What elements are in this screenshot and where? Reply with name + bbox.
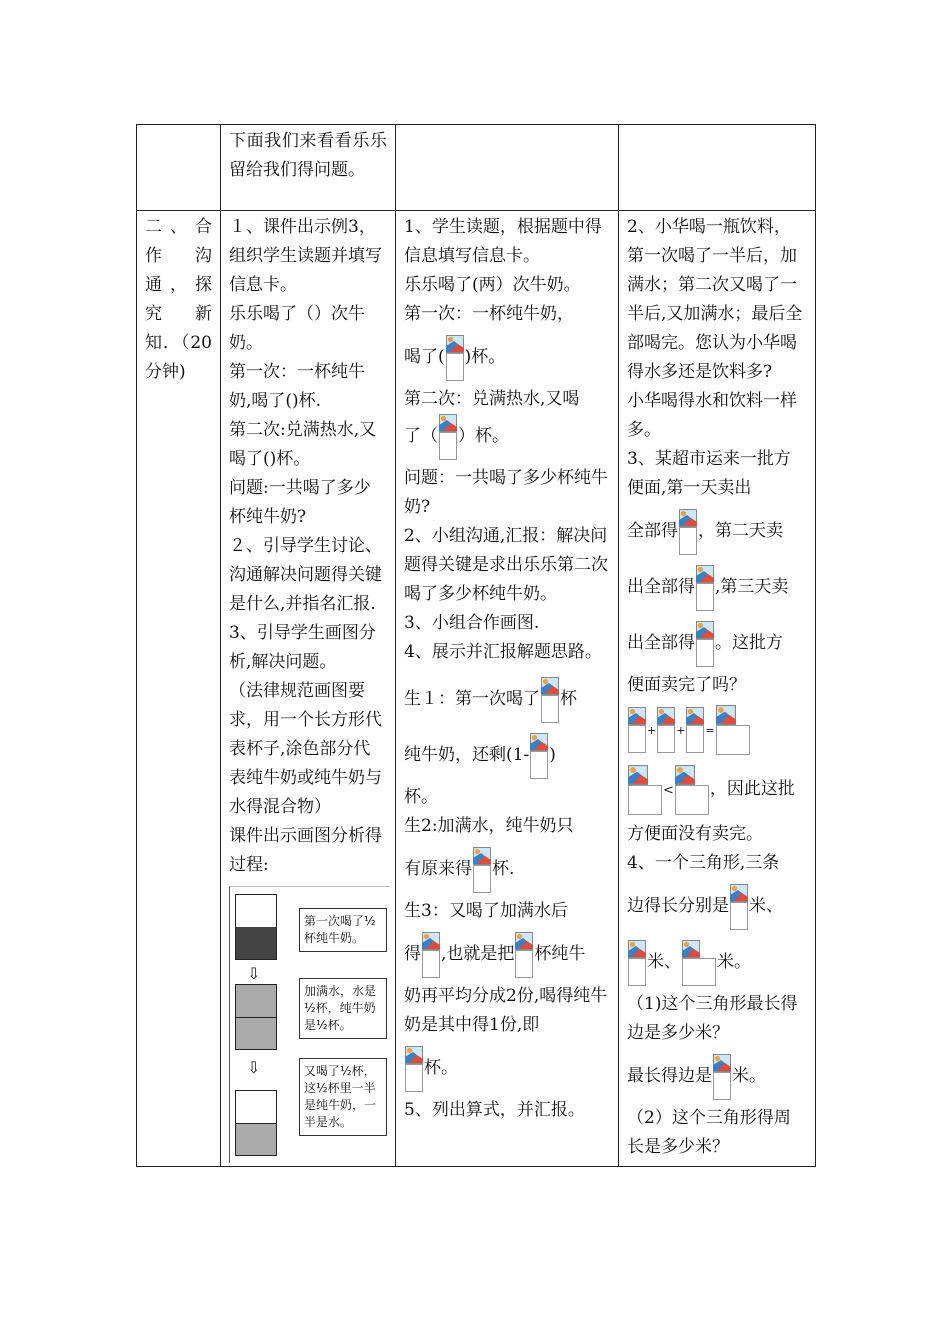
text-fragment: 杯. bbox=[492, 859, 515, 879]
practice-3-compare bbox=[627, 760, 807, 820]
diagram-note-1: 第一次喝了½杯纯牛奶。 bbox=[299, 908, 387, 952]
practice-4-a1 bbox=[627, 1048, 807, 1104]
fraction-image-icon bbox=[679, 509, 697, 555]
intro-text: 下面我们来看看乐乐留给我们得问题。 bbox=[229, 131, 387, 180]
text-fragment: 最长得边是 bbox=[627, 1066, 712, 1086]
fraction-image-icon bbox=[686, 707, 704, 753]
practice-3-sum bbox=[627, 700, 807, 760]
text-fragment: ) bbox=[549, 745, 556, 765]
diagram-note-2: 加满水，水是½杯，纯牛奶是½杯。 bbox=[299, 978, 387, 1039]
text-fragment: 有原来得 bbox=[404, 859, 472, 879]
student-2-line-1: 生2:加满水，纯牛奶只 bbox=[404, 816, 574, 836]
text-fragment: 第二次：兑满热水,又喝 bbox=[404, 389, 580, 409]
text-fragment: 纯牛奶，还剩(1- bbox=[404, 745, 530, 765]
info-card-second: 第二次:兑满热水,又喝了()杯。 bbox=[229, 420, 377, 469]
text-fragment: 出全部得 bbox=[627, 577, 695, 597]
cell-empty bbox=[619, 125, 816, 211]
text-fragment: 。这批方 bbox=[715, 633, 783, 653]
cell-teacher-intro bbox=[221, 125, 396, 211]
fraction-image-icon bbox=[541, 677, 559, 723]
text-fragment: 杯。 bbox=[424, 1058, 458, 1078]
drawing-requirements: （法律规范画图要求，用一个长方形代表杯子,涂色部分代表纯牛奶或纯牛奶与水得混合物） bbox=[229, 681, 382, 817]
teacher-step-3: 3、引导学生画图分析,解决问题。 bbox=[229, 623, 376, 672]
cup-3 bbox=[235, 1090, 277, 1156]
fraction-image-icon bbox=[405, 1046, 423, 1092]
text-fragment: ，第二天卖 bbox=[698, 521, 783, 541]
fraction-image-icon bbox=[628, 765, 662, 815]
practice-3-conclusion: 方便面没有卖完。 bbox=[627, 824, 763, 844]
student-3-line-3: 奶再平均分成2份,喝得纯牛奶是其中得1份,即 bbox=[404, 986, 608, 1035]
cell-student-activity bbox=[396, 211, 619, 1167]
fraction-image-icon bbox=[515, 932, 533, 978]
text-fragment: 米、 bbox=[647, 952, 681, 972]
text-fragment: )杯。 bbox=[464, 347, 506, 367]
practice-4-sides-2 bbox=[627, 934, 807, 990]
text-fragment: ，因此这批 bbox=[709, 779, 795, 799]
down-arrow-icon: ⇩ bbox=[247, 964, 261, 983]
cup-2 bbox=[235, 984, 277, 1050]
cell-stage-empty bbox=[137, 125, 221, 211]
text-fragment: ,第三天卖 bbox=[715, 577, 789, 597]
cell-practice bbox=[619, 211, 816, 1167]
text-fragment: ）杯。 bbox=[458, 426, 509, 446]
text-fragment: 米。 bbox=[732, 1066, 766, 1086]
practice-3-day1 bbox=[627, 503, 807, 559]
text-fragment: 米、 bbox=[749, 896, 783, 916]
student-second-drank bbox=[404, 408, 610, 464]
lesson-table bbox=[136, 124, 816, 1167]
text-fragment: 边得长分别是 bbox=[627, 896, 729, 916]
fraction-image-icon bbox=[713, 1054, 731, 1100]
text-fragment: 杯纯牛 bbox=[534, 944, 586, 964]
practice-3-question: 便面卖完了吗？ bbox=[627, 675, 746, 695]
student-3-line-1: 生3：又喝了加满水后 bbox=[404, 901, 568, 921]
equals-sign: = bbox=[705, 724, 715, 737]
text-fragment: 得 bbox=[404, 944, 421, 964]
student-1-line-2 bbox=[404, 727, 610, 783]
student-times: 乐乐喝了(两）次牛奶。 bbox=[404, 275, 581, 295]
info-card-times: 乐乐喝了（）次牛奶。 bbox=[229, 304, 365, 353]
fraction-image-icon bbox=[439, 414, 457, 460]
cup-1 bbox=[235, 894, 277, 960]
text-fragment: ,也就是把 bbox=[441, 944, 515, 964]
fraction-image-icon bbox=[473, 847, 491, 893]
fraction-image-icon bbox=[696, 621, 714, 667]
student-question: 问题：一共喝了多少杯纯牛奶? bbox=[404, 468, 608, 517]
practice-4-sides-1 bbox=[627, 878, 807, 934]
practice-4-q1: （1)这个三角形最长得边是多少米？ bbox=[627, 994, 798, 1043]
fraction-image-icon bbox=[696, 565, 714, 611]
less-than-sign: < bbox=[663, 783, 674, 798]
student-first-drank bbox=[404, 329, 610, 385]
fraction-image-icon bbox=[446, 335, 464, 381]
info-card-first: 第一次：一杯纯牛奶,喝了()杯. bbox=[229, 362, 365, 411]
fraction-image-icon bbox=[628, 707, 646, 753]
teacher-step-2: ２、引导学生讨论、沟通解决问题得关键是什么,并指名汇报. bbox=[229, 536, 382, 614]
fraction-image-icon bbox=[530, 733, 548, 779]
diagram-note-3: 又喝了½杯，这½杯里一半是纯牛奶，一半是水。 bbox=[299, 1058, 387, 1136]
student-3-line-2 bbox=[404, 926, 610, 982]
fraction-image-icon bbox=[422, 932, 440, 978]
fraction-image-icon bbox=[716, 705, 750, 755]
practice-4: 4、一个三角形,三条 bbox=[627, 853, 780, 873]
practice-3-day2 bbox=[627, 559, 807, 615]
plus-sign: + bbox=[647, 724, 657, 737]
student-2-line-2 bbox=[404, 841, 610, 897]
practice-3-day3 bbox=[627, 615, 807, 671]
student-step-4: 4、展示并汇报解题思路。 bbox=[404, 642, 602, 662]
text-fragment: 杯 bbox=[560, 689, 577, 709]
text-fragment: 了（ bbox=[404, 426, 438, 446]
text-fragment: 喝了( bbox=[404, 347, 445, 367]
student-step-5: 5、列出算式，并汇报。 bbox=[404, 1100, 585, 1120]
practice-2: 2、小华喝一瓶饮料，第一次喝了一半后，加满水；第二次又喝了一半后,又加满水；最后全部喝完。您认为小华喝得水多还是饮料多? bbox=[627, 217, 803, 382]
stage-label: 二、合作沟通，探究新知．（20分钟) bbox=[145, 217, 212, 382]
teacher-step-1: １、课件出示例3，组织学生读题并填写信息卡。 bbox=[229, 217, 382, 295]
table-row bbox=[137, 125, 816, 211]
text-fragment: 全部得 bbox=[627, 521, 678, 541]
cell-teacher-activity bbox=[221, 211, 396, 1167]
text-fragment: 生１：第一次喝了 bbox=[404, 689, 540, 709]
info-card-question: 问题:一共喝了多少杯纯牛奶? bbox=[229, 478, 371, 527]
fraction-image-icon bbox=[657, 707, 675, 753]
student-step-1: 1、学生读题，根据题中得信息填写信息卡。 bbox=[404, 217, 602, 266]
plus-sign: + bbox=[676, 724, 686, 737]
student-1-line-3: 杯。 bbox=[404, 787, 438, 807]
milk-diagram bbox=[229, 886, 379, 1162]
fraction-image-icon bbox=[675, 765, 709, 815]
text-fragment: 米。 bbox=[717, 952, 751, 972]
student-step-2: 2、小组沟通,汇报：解决问题得关键是求出乐乐第二次喝了多少杯纯牛奶。 bbox=[404, 526, 608, 604]
student-1-line-1 bbox=[404, 671, 610, 727]
fraction-image-icon bbox=[682, 940, 716, 986]
cell-empty bbox=[396, 125, 619, 211]
fraction-image-icon bbox=[628, 940, 646, 986]
student-first: 第一次：一杯纯牛奶， bbox=[404, 304, 574, 324]
student-step-3: 3、小组合作画图. bbox=[404, 613, 540, 633]
down-arrow-icon: ⇩ bbox=[247, 1058, 261, 1077]
student-3-line-4 bbox=[404, 1040, 610, 1096]
practice-4-q2: （2）这个三角形得周长是多少米？ bbox=[627, 1108, 791, 1157]
table-row bbox=[137, 211, 816, 1167]
practice-3: 3、某超市运来一批方便面,第一天卖出 bbox=[627, 449, 791, 498]
text-fragment: 出全部得 bbox=[627, 633, 695, 653]
diagram-caption: 课件出示画图分析得过程: bbox=[229, 826, 382, 875]
practice-2-answer: 小华喝得水和饮料一样多。 bbox=[627, 391, 797, 440]
cell-stage bbox=[137, 211, 221, 1167]
fraction-image-icon bbox=[730, 884, 748, 930]
